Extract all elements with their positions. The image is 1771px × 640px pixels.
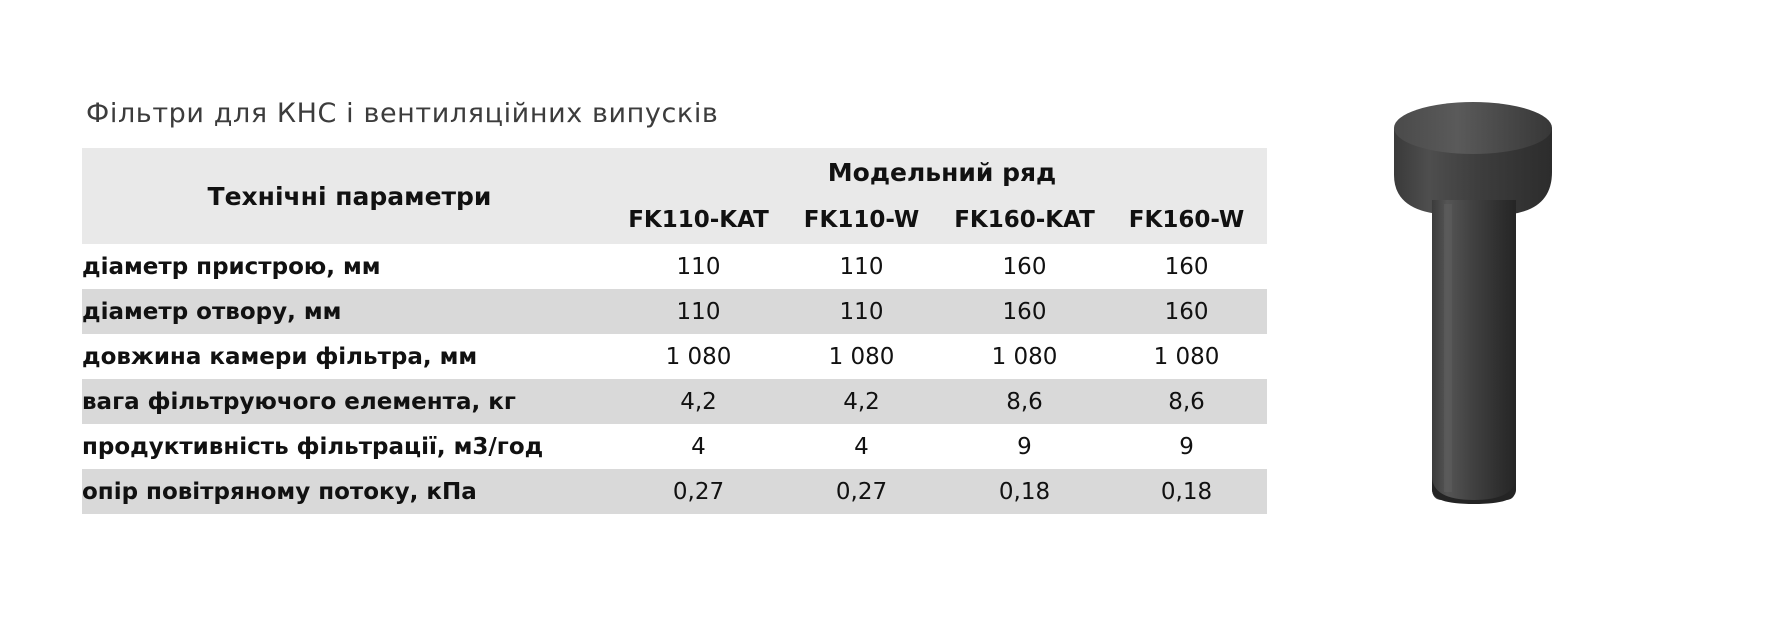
row-value: 1 080 [1106,334,1267,379]
table-row [82,424,1267,469]
row-value: 8,6 [1106,379,1267,424]
row-value: 1 080 [943,334,1106,379]
row-value: 4,2 [617,379,780,424]
row-value: 4,2 [780,379,943,424]
row-label: довжина камери фільтра, мм [82,334,617,379]
row-value: 0,18 [1106,469,1267,514]
row-value: 160 [943,289,1106,334]
row-value: 0,18 [943,469,1106,514]
row-value: 160 [1106,289,1267,334]
row-value: 110 [617,289,780,334]
table-header-row-group [82,148,1267,196]
row-label: опір повітряному потоку, кПа [82,469,617,514]
column-header-model-1: FK110-KAT [617,196,780,244]
row-value: 1 080 [617,334,780,379]
table-body [82,244,1267,514]
row-value: 160 [1106,244,1267,289]
row-value: 0,27 [780,469,943,514]
row-value: 110 [780,244,943,289]
row-value: 110 [617,244,780,289]
row-label: продуктивність фільтрації, м3/год [82,424,617,469]
column-header-parameters: Технічні параметри [82,148,617,244]
row-label: вага фільтруючого елемента, кг [82,379,617,424]
table-row [82,334,1267,379]
table-row [82,379,1267,424]
row-value: 8,6 [943,379,1106,424]
page-title: Фільтри для КНС і вентиляційних випусків [86,98,719,129]
row-value: 160 [943,244,1106,289]
row-value: 4 [617,424,780,469]
column-header-model-range: Модельний ряд [617,148,1267,196]
filter-cartridge-icon [1356,80,1676,520]
table-header [82,148,1267,244]
table-row [82,289,1267,334]
row-label: діаметр отвору, мм [82,289,617,334]
row-value: 1 080 [780,334,943,379]
table-row [82,244,1267,289]
row-value: 9 [943,424,1106,469]
row-value: 9 [1106,424,1267,469]
column-header-model-3: FK160-KAT [943,196,1106,244]
table-row [82,469,1267,514]
row-value: 0,27 [617,469,780,514]
specifications-table [82,148,1267,514]
row-value: 4 [780,424,943,469]
column-header-model-2: FK110-W [780,196,943,244]
row-label: діаметр пристрою, мм [82,244,617,289]
row-value: 110 [780,289,943,334]
column-header-model-4: FK160-W [1106,196,1267,244]
